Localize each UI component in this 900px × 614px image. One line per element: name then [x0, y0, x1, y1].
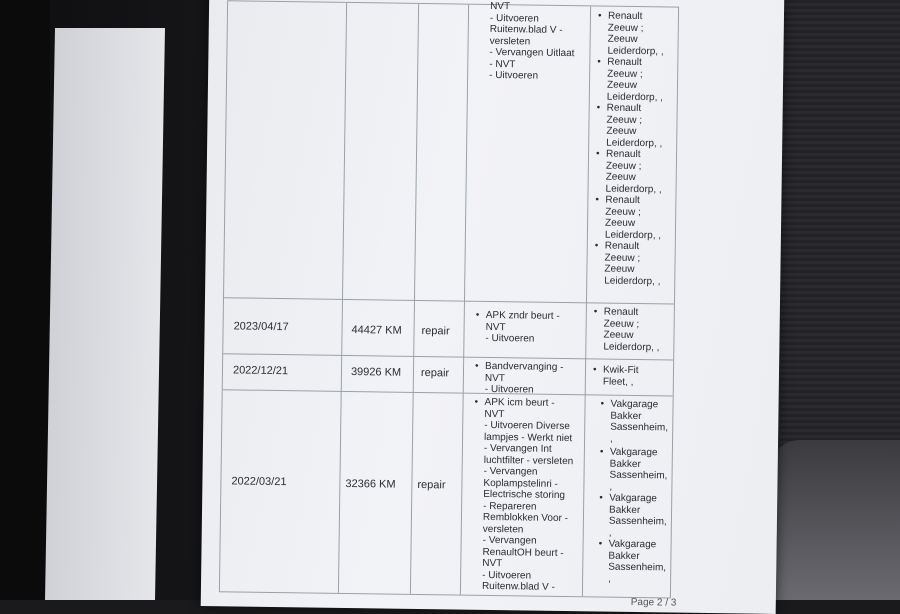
- row-1-work: • APK zndr beurt - NVT - Uitvoeren: [485, 310, 559, 346]
- row-1-type: repair: [421, 325, 450, 338]
- row-divider: [223, 353, 673, 360]
- car-seat-cushion: [770, 440, 900, 600]
- row-3-garage-1: • Vakgarage Bakker Sassenheim, ,: [609, 447, 667, 494]
- row-0-garage-5: • Renault Zeeuw ; Zeeuw Leiderdorp, ,: [604, 241, 661, 288]
- row-0-garage-2: • Renault Zeeuw ; Zeeuw Leiderdorp, ,: [606, 103, 663, 150]
- service-history-paper: [201, 0, 785, 614]
- row-3-type: repair: [417, 478, 446, 492]
- row-3-garage-0: • Vakgarage Bakker Sassenheim, ,: [610, 399, 668, 446]
- left-paper-sheet: [45, 28, 165, 600]
- service-history-table: [219, 0, 679, 598]
- row-0-garage-0: • Renault Zeeuw ; Zeeuw Leiderdorp, ,: [607, 11, 664, 58]
- row-2-km: 39926 KM: [350, 366, 402, 379]
- page-number: Page 2 / 3: [630, 596, 677, 609]
- row-0-garage-3: • Renault Zeeuw ; Zeeuw Leiderdorp, ,: [605, 149, 662, 196]
- row-0-garage-1: • Renault Zeeuw ; Zeeuw Leiderdorp, ,: [607, 57, 664, 104]
- row-0-work: NVT - Uitvoeren Ruitenw.blad V - versleten - Vervangen Uitlaat - NVT - Uitvoeren: [489, 0, 575, 82]
- row-0-garage-4: • Renault Zeeuw ; Zeeuw Leiderdorp, ,: [605, 195, 662, 242]
- row-divider: [224, 297, 674, 304]
- row-3-garage-2: • Vakgarage Bakker Sassenheim, ,: [609, 493, 667, 540]
- row-1-date: 2023/04/17: [233, 320, 289, 334]
- row-divider: [223, 389, 673, 396]
- left-shadow: [0, 0, 50, 600]
- row-3-work: • APK icm beurt - NVT - Uitvoeren Diverse lampjes - Werkt niet - Vervangen Int luchtfilter - versleten - Vervangen Koplampstelinri - Electrische storing - Repareren Remblokken Voor - versleten - Vervangen RenaultOH beurt - NVT - Uitvoeren Ruitenw.blad V -: [482, 397, 574, 594]
- row-2-date: 2022/12/21: [232, 364, 289, 378]
- row-2-type: repair: [420, 367, 450, 380]
- row-1-km: 44427 KM: [351, 324, 402, 337]
- row-3-km: 32366 KM: [345, 477, 396, 491]
- row-3-garage-3: • Vakgarage Bakker Sassenheim, ,: [608, 539, 666, 586]
- row-1-garage-0: • Renault Zeeuw ; Zeeuw Leiderdorp, ,: [603, 307, 660, 354]
- row-2-work: • Bandvervanging - NVT - Uitvoeren: [485, 361, 564, 397]
- row-2-garage-0: • Kwik-Fit Fleet, ,: [603, 365, 639, 388]
- row-3-date: 2022/03/21: [231, 475, 287, 489]
